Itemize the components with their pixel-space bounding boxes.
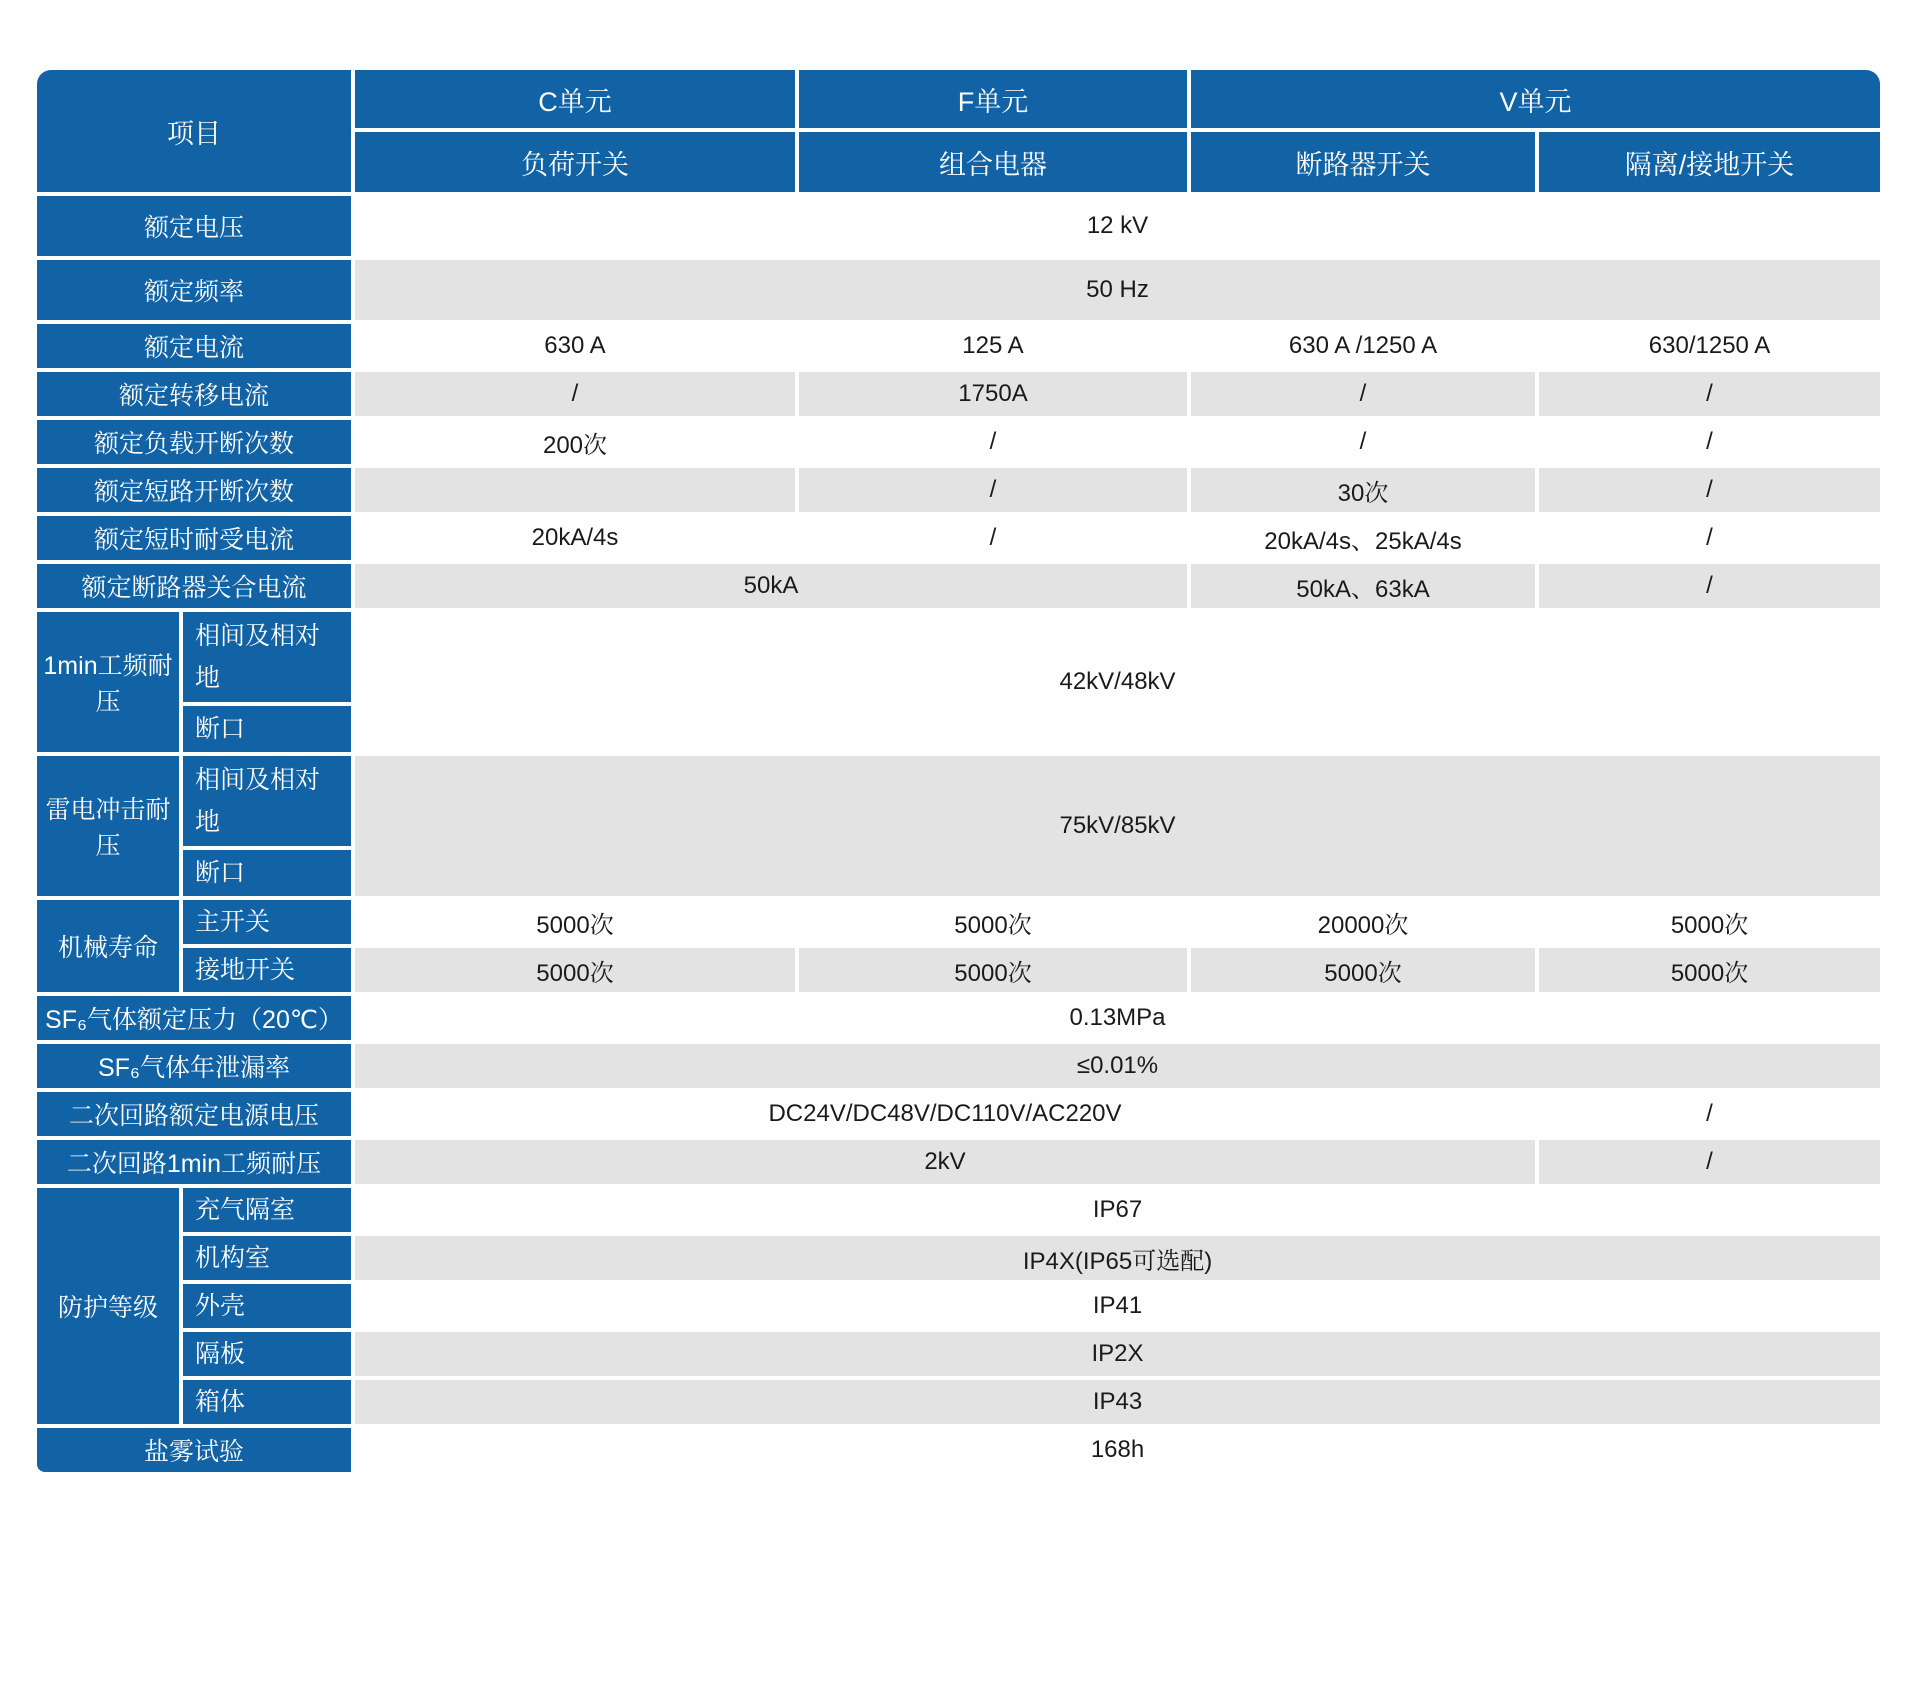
value-cell: / xyxy=(1191,420,1535,464)
value-cell: 12 kV xyxy=(355,196,1880,256)
value-cell: 5000次 xyxy=(799,900,1187,944)
value-cell: 75kV/85kV xyxy=(355,756,1880,896)
row-label: 二次回路额定电源电压 xyxy=(37,1092,351,1136)
row-label: 额定负载开断次数 xyxy=(37,420,351,464)
value-cell: 5000次 xyxy=(799,948,1187,992)
value-cell: IP43 xyxy=(355,1380,1880,1424)
value-cell: / xyxy=(1539,516,1880,560)
value-cell xyxy=(355,468,795,512)
value-cell: / xyxy=(1539,564,1880,608)
row-label: 二次回路1min工频耐压 xyxy=(37,1140,351,1184)
sub-row-label: 断口 xyxy=(183,706,351,752)
group-label: 雷电冲击耐压 xyxy=(37,756,179,896)
header-combined-apparatus: 组合电器 xyxy=(799,132,1187,192)
value-cell: DC24V/DC48V/DC110V/AC220V xyxy=(355,1092,1535,1136)
value-cell: 20kA/4s xyxy=(355,516,795,560)
value-cell: 42kV/48kV xyxy=(355,612,1880,752)
value-cell: IP4X(IP65可选配) xyxy=(355,1236,1880,1280)
sub-row-label: 接地开关 xyxy=(183,948,351,992)
value-cell: 630 A xyxy=(355,324,795,368)
row-label: 额定短时耐受电流 xyxy=(37,516,351,560)
header-isolation-earthing-switch: 隔离/接地开关 xyxy=(1539,132,1880,192)
header-f-unit: F单元 xyxy=(799,70,1187,128)
value-cell: / xyxy=(1191,372,1535,416)
header-item: 项目 xyxy=(37,70,351,192)
value-cell: / xyxy=(1539,468,1880,512)
value-cell: 125 A xyxy=(799,324,1187,368)
value-cell: 1750A xyxy=(799,372,1187,416)
value-cell: IP67 xyxy=(355,1188,1880,1232)
sub-row-label: 充气隔室 xyxy=(183,1188,351,1232)
row-label: 额定频率 xyxy=(37,260,351,320)
value-cell: 5000次 xyxy=(1539,900,1880,944)
row-label: 额定断路器关合电流 xyxy=(37,564,351,608)
value-cell: / xyxy=(1539,420,1880,464)
value-cell: IP2X xyxy=(355,1332,1880,1376)
value-cell: 20kA/4s、25kA/4s xyxy=(1191,516,1535,560)
header-c-unit: C单元 xyxy=(355,70,795,128)
row-label: 额定电流 xyxy=(37,324,351,368)
row-label: 额定电压 xyxy=(37,196,351,256)
value-cell: 20000次 xyxy=(1191,900,1535,944)
value-cell: 5000次 xyxy=(1539,948,1880,992)
value-cell: 50 Hz xyxy=(355,260,1880,320)
value-cell: / xyxy=(799,420,1187,464)
value-cell: 0.13MPa xyxy=(355,996,1880,1040)
value-cell: / xyxy=(355,372,795,416)
sub-row-label: 相间及相对地 xyxy=(183,612,351,702)
sub-row-label: 主开关 xyxy=(183,900,351,944)
spec-table xyxy=(33,66,1884,1476)
row-label: 盐雾试验 xyxy=(37,1428,351,1472)
sub-row-label: 相间及相对地 xyxy=(183,756,351,846)
spec-table-container xyxy=(33,66,1884,1476)
group-label: 1min工频耐压 xyxy=(37,612,179,752)
sub-row-label: 箱体 xyxy=(183,1380,351,1424)
header-load-switch: 负荷开关 xyxy=(355,132,795,192)
value-cell: / xyxy=(1539,1140,1880,1184)
value-cell: IP41 xyxy=(355,1284,1880,1328)
value-cell: / xyxy=(1539,1092,1880,1136)
value-cell: / xyxy=(799,516,1187,560)
value-cell: 630/1250 A xyxy=(1539,324,1880,368)
value-cell: 200次 xyxy=(355,420,795,464)
group-label: 机械寿命 xyxy=(37,900,179,992)
value-cell: 5000次 xyxy=(355,900,795,944)
value-cell: 50kA xyxy=(355,564,1187,608)
value-cell: ≤0.01% xyxy=(355,1044,1880,1088)
value-cell: 168h xyxy=(355,1428,1880,1472)
header-v-unit: V单元 xyxy=(1191,70,1880,128)
row-label: 额定短路开断次数 xyxy=(37,468,351,512)
row-label: SF₆气体额定压力（20℃） xyxy=(37,996,351,1040)
sub-row-label: 隔板 xyxy=(183,1332,351,1376)
value-cell: 5000次 xyxy=(1191,948,1535,992)
value-cell: 2kV xyxy=(355,1140,1535,1184)
value-cell: 630 A /1250 A xyxy=(1191,324,1535,368)
sub-row-label: 外壳 xyxy=(183,1284,351,1328)
value-cell: 30次 xyxy=(1191,468,1535,512)
row-label: 额定转移电流 xyxy=(37,372,351,416)
value-cell: 50kA、63kA xyxy=(1191,564,1535,608)
row-label: SF₆气体年泄漏率 xyxy=(37,1044,351,1088)
value-cell: 5000次 xyxy=(355,948,795,992)
header-circuit-breaker-switch: 断路器开关 xyxy=(1191,132,1535,192)
group-label: 防护等级 xyxy=(37,1188,179,1424)
value-cell: / xyxy=(1539,372,1880,416)
sub-row-label: 机构室 xyxy=(183,1236,351,1280)
sub-row-label: 断口 xyxy=(183,850,351,896)
value-cell: / xyxy=(799,468,1187,512)
